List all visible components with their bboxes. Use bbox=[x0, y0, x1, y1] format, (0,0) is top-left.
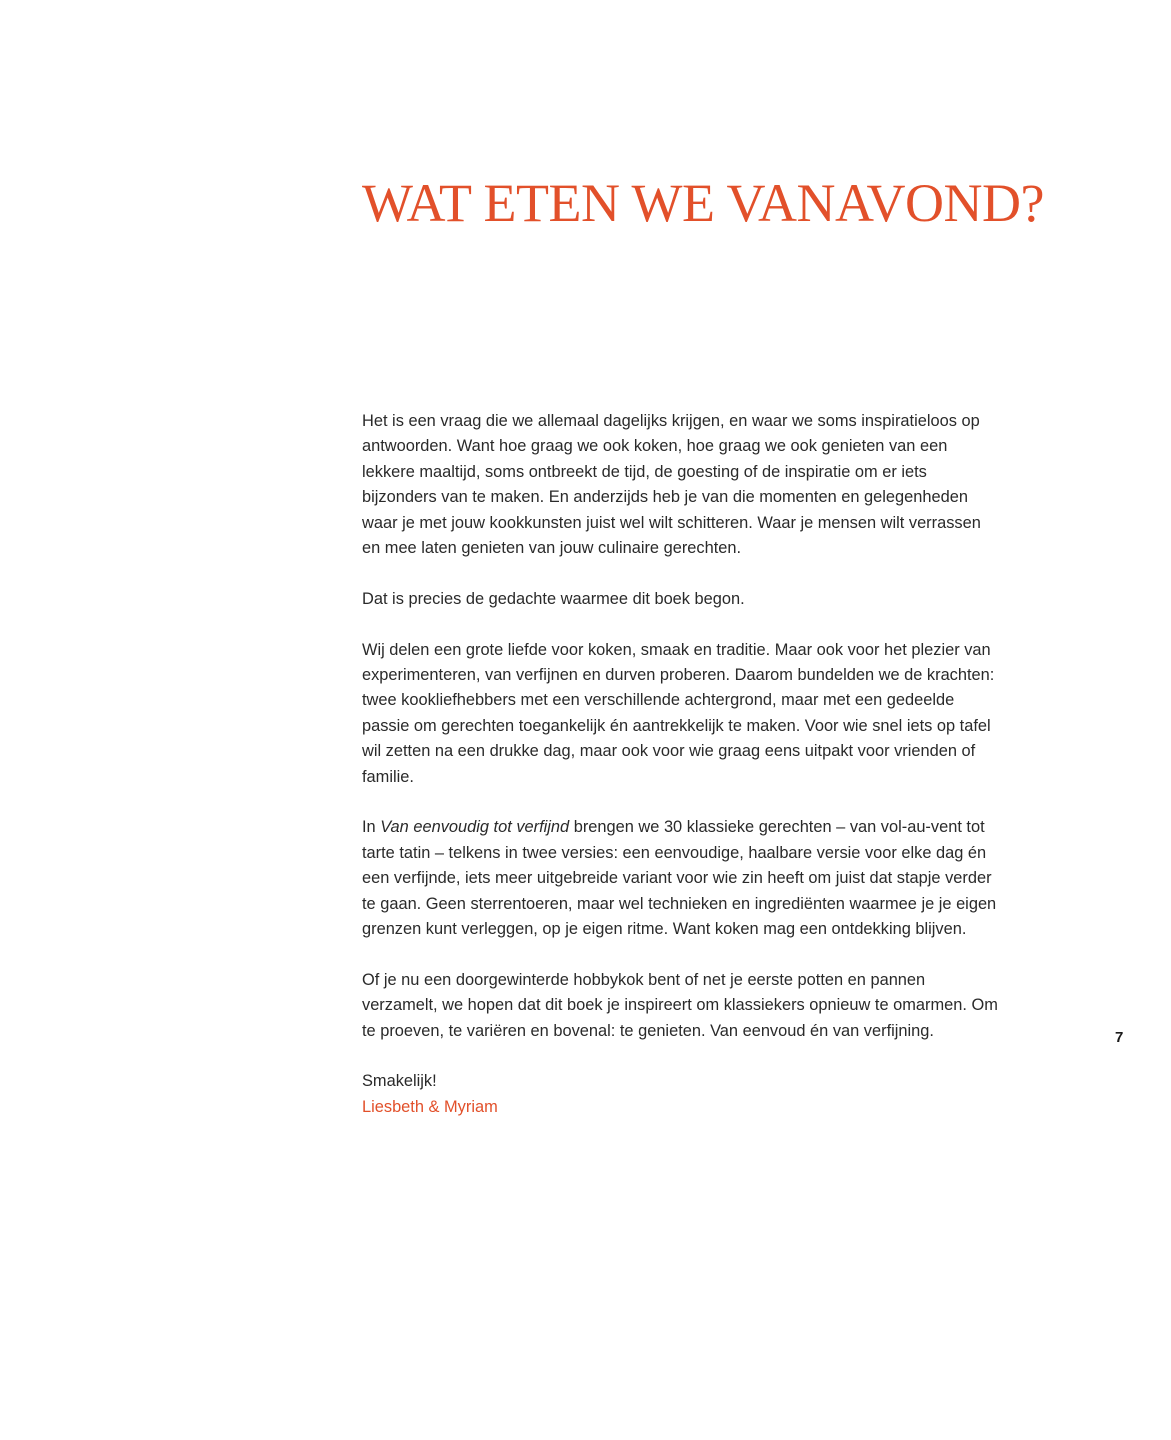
closing-line: Smakelijk! bbox=[362, 1072, 437, 1091]
paragraph bbox=[362, 815, 1002, 942]
page-number: 7 bbox=[1115, 1029, 1124, 1046]
paragraph: Dat is precies de gedachte waarmee dit boek begon. bbox=[362, 589, 745, 608]
page-title: WAT ETEN WE VANAVOND? bbox=[362, 173, 1044, 233]
book-title: Van eenvoudig tot verfijnd bbox=[380, 818, 570, 837]
paragraph: Wij delen een grote liefde voor koken, smaak en traditie. Maar ook voor het plezier van experimenteren, van verfijnen en durven proberen. Daarom bundelden we de krachten: twee kookliefhebbers met een verschillende achtergrond, maar met een gedeelde passie om gerechten toegankelijk én aantrekkelijk te maken. Voor wie snel iets op tafel wil zetten na een drukke dag, maar ook voor wie graag eens uitpakt voor vrienden of familie. bbox=[362, 640, 995, 786]
paragraph: Het is een vraag die we allemaal dagelijks krijgen, en waar we soms inspiratieloos op antwoorden. Want hoe graag we ook koken, hoe graag we ook genieten van een lekkere maaltijd, soms ontbreekt de tijd, de goesting of de inspiratie om er iets bijzonders van te maken. En anderzijds heb je van die momenten en gelegenheden waar je met jouw kookkunsten juist wel wilt schitteren. Waar je mensen wilt verrassen en mee laten genieten van jouw culinaire gerechten. bbox=[362, 412, 981, 558]
paragraph-text: brengen we 30 klassieke gerechten – van vol-au-vent tot tarte tatin – telkens in twee versies: een eenvoudige, haalbare versie voor elke dag én een verfijnde, iets meer uitgebreide variant voor wie zin heeft om juist dat stapje verder te gaan. Geen sterrentoeren, maar wel technieken en ingrediënten waarmee je je eigen grenzen kunt verleggen, op je eigen ritme. Want koken mag een ontdekking blijven. bbox=[362, 818, 997, 939]
paragraph-prefix: In bbox=[362, 818, 381, 837]
paragraph: Of je nu een doorgewinterde hobbykok bent of net je eerste potten en pannen verzamelt, we hopen dat dit boek je inspireert om klassiekers opnieuw te omarmen. Om te proeven, te variëren en bovenal: te genieten. Van eenvoud én van verfijning. bbox=[362, 970, 998, 1040]
intro-text bbox=[362, 409, 1002, 1120]
signature: Liesbeth & Myriam bbox=[362, 1097, 498, 1116]
